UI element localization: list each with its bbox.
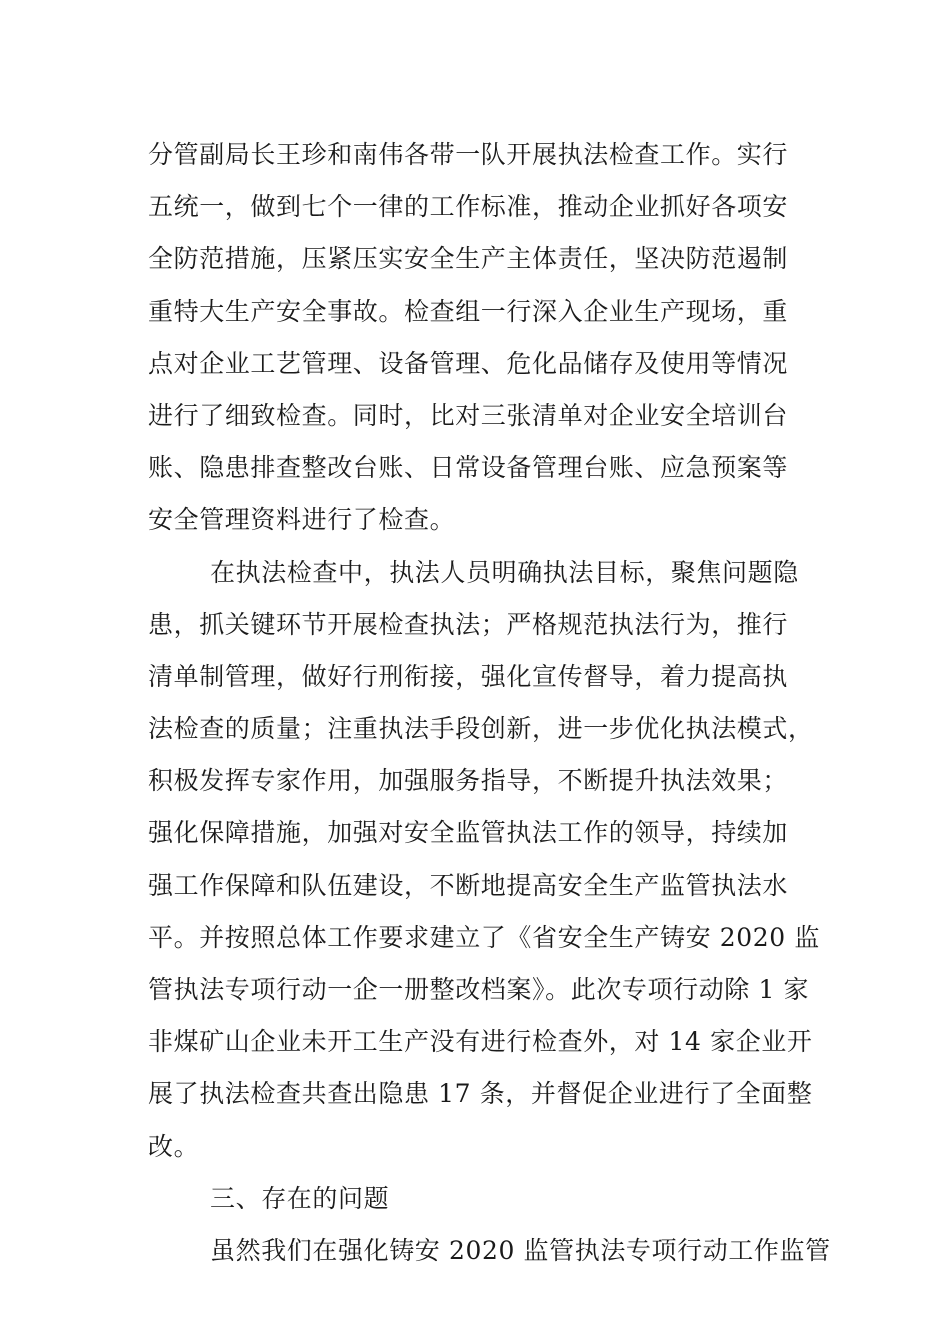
paragraph-line: 积极发挥专家作用，加强服务指导，不断提升执法效果；	[148, 766, 789, 796]
paragraph-line: 法检查的质量；注重执法手段创新，进一步优化执法模式，	[148, 714, 814, 744]
paragraph-line: 点对企业工艺管理、设备管理、危化品储存及使用等情况	[148, 348, 789, 378]
paragraph-line: 清单制管理，做好行刑衔接，强化宣传督导，着力提高执	[148, 661, 789, 691]
paragraph-line: 全防范措施，压紧压实安全生产主体责任，坚决防范遏制	[148, 244, 789, 274]
paragraph-line: 分管副局长王珍和南伟各带一队开展执法检查工作。实行	[148, 140, 789, 169]
paragraph-line: 在执法检查中，执法人员明确执法目标，聚焦问题隐	[210, 557, 799, 587]
paragraph-line: 进行了细致检查。同时，比对三张清单对企业安全培训台	[148, 400, 789, 430]
paragraph-line: 患，抓关键环节开展检查执法；严格规范执法行为，推行	[148, 609, 789, 639]
paragraph-line: 五统一，做到七个一律的工作标准，推动企业抓好各项安	[148, 192, 789, 222]
paragraph-line: 虽然我们在强化铸安 2020 监管执法专项行动工作监管	[210, 1235, 831, 1265]
paragraph-line: 非煤矿山企业未开工生产没有进行检查外，对 14 家企业开	[148, 1027, 813, 1057]
paragraph-line: 重特大生产安全事故。检查组一行深入企业生产现场，重	[148, 296, 789, 326]
paragraph-line: 展了执法检查共查出隐患 17 条，并督促企业进行了全面整	[148, 1079, 813, 1109]
paragraph-line: 改。	[148, 1131, 200, 1161]
document-body	[148, 129, 831, 1277]
paragraph-line: 强化保障措施，加强对安全监管执法工作的领导，持续加	[148, 818, 789, 848]
section-heading: 三、存在的问题	[210, 1183, 390, 1213]
paragraph-line: 账、隐患排查整改台账、日常设备管理台账、应急预案等	[148, 453, 789, 483]
paragraph-line: 强工作保障和队伍建设，不断地提高安全生产监管执法水	[148, 870, 789, 900]
paragraph-line: 管执法专项行动一企一册整改档案》。此次专项行动除 1 家	[148, 975, 810, 1004]
paragraph-line: 平。并按照总体工作要求建立了《省安全生产铸安 2020 监	[148, 922, 820, 952]
paragraph-line: 安全管理资料进行了检查。	[148, 505, 456, 535]
